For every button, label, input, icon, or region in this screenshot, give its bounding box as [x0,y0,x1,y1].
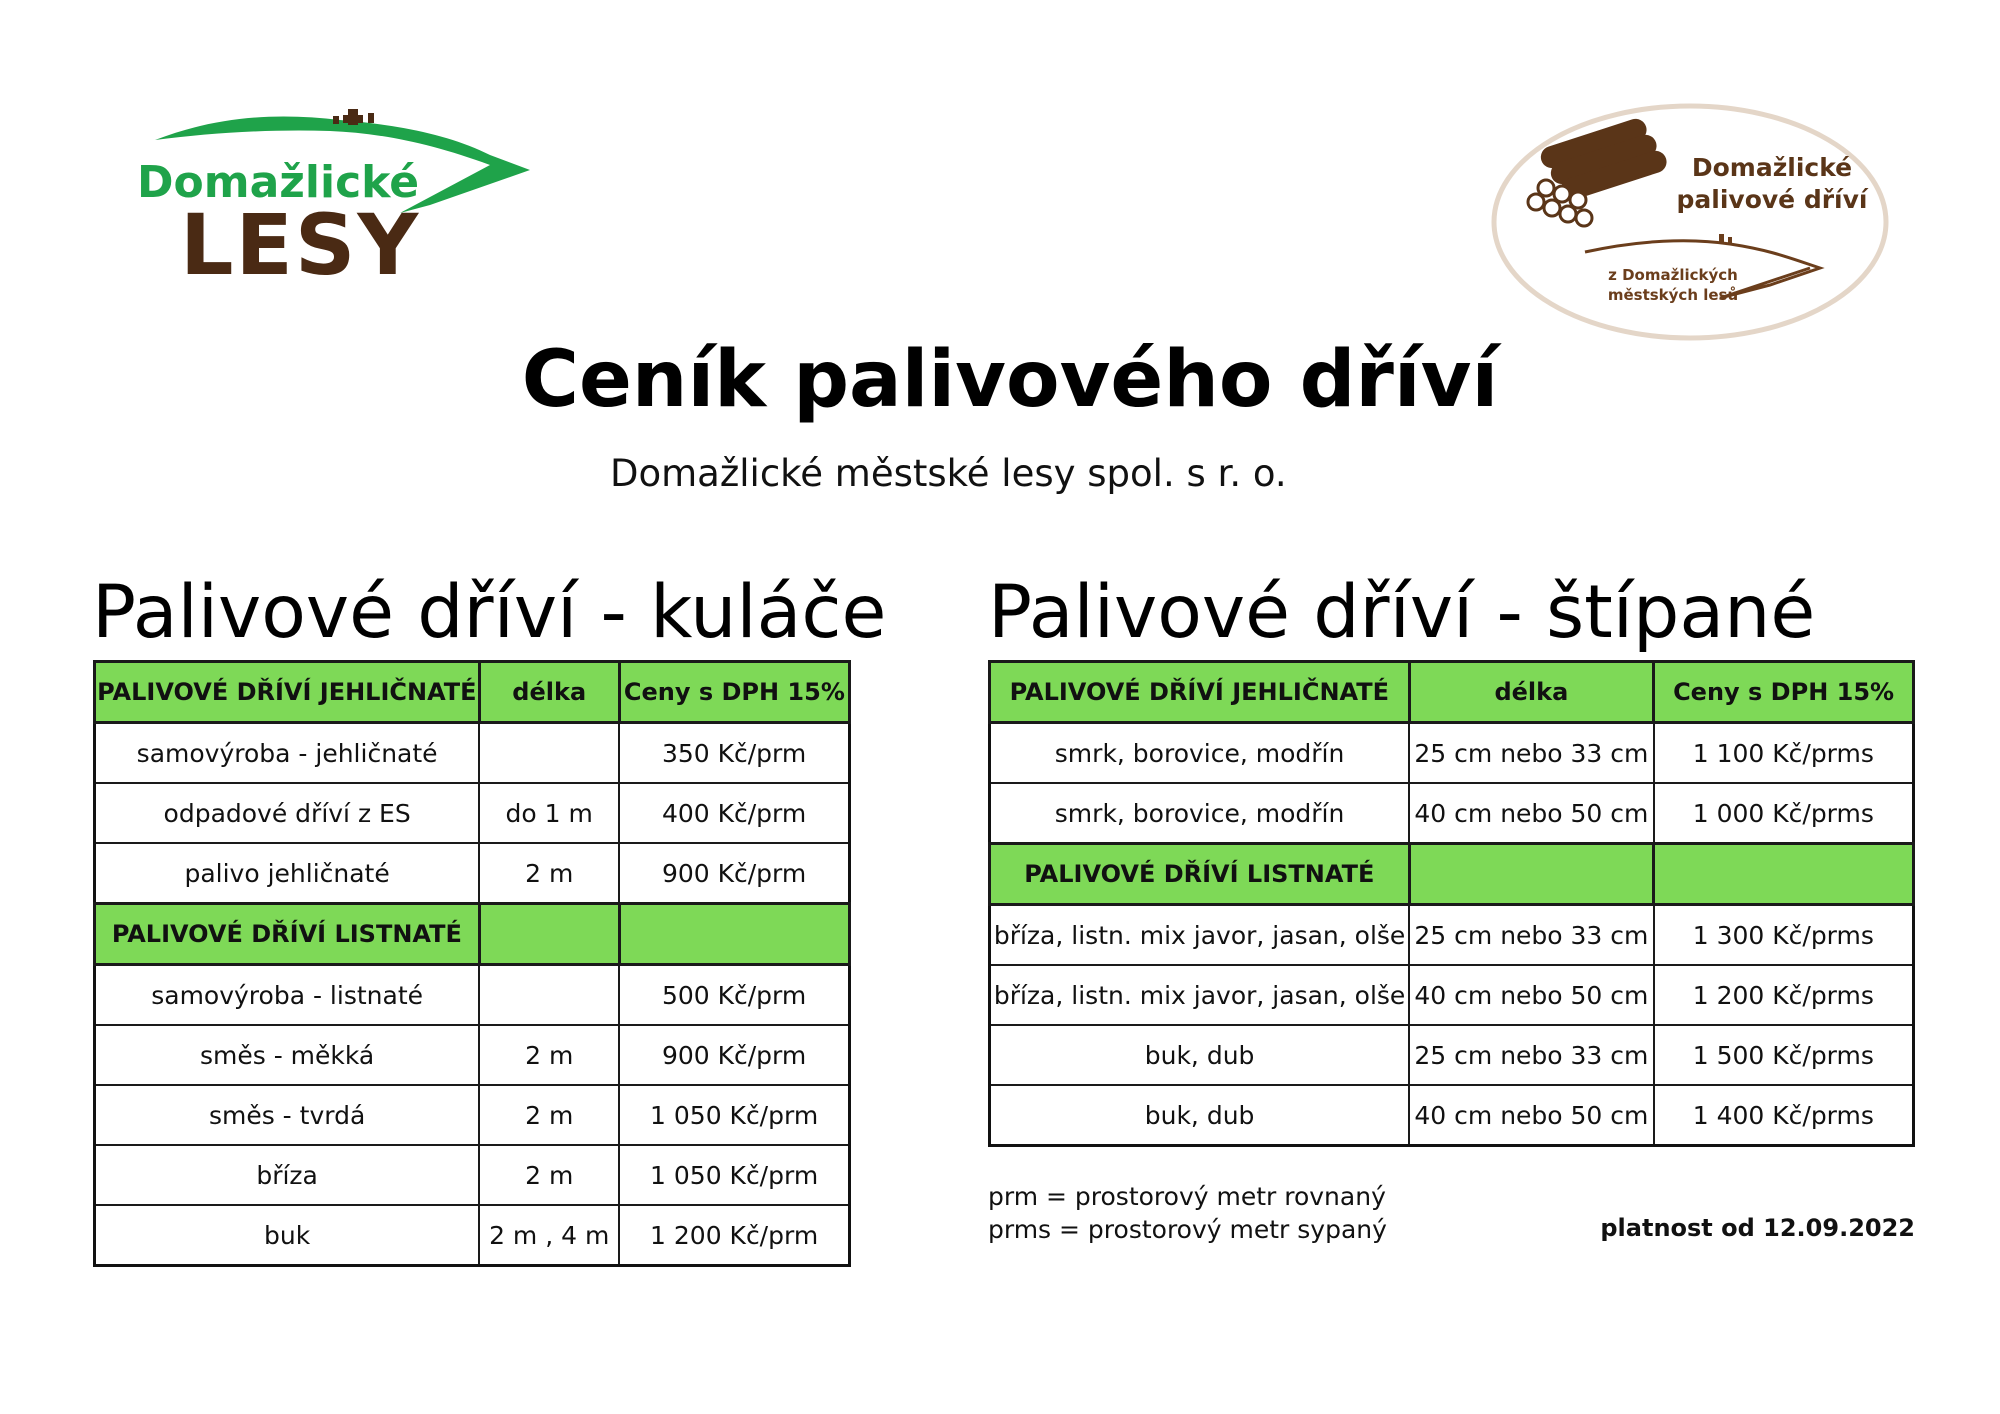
table-row [990,965,1914,1025]
table-cell: 900 Kč/prm [619,843,849,904]
subheader-empty-cell [619,904,849,965]
table-cell: 25 cm nebo 33 cm [1409,905,1653,966]
header-cell: délka [1409,662,1653,723]
table-cell: 25 cm nebo 33 cm [1409,1025,1653,1085]
subheader-empty-cell [1654,844,1914,905]
page-title: Ceník palivového dříví [521,335,1499,425]
table-cell: 900 Kč/prm [619,1025,849,1085]
price-table-stipane [988,660,1915,1147]
table-cell: 400 Kč/prm [619,783,849,843]
page-subtitle: Domažlické městské lesy spol. s r. o. [610,452,1287,495]
table-row [95,783,850,843]
table-cell: palivo jehličnaté [95,843,480,904]
table-cell [479,965,619,1026]
header-cell: Ceny s DPH 15% [619,662,849,723]
header-cell: PALIVOVÉ DŘÍVÍ JEHLIČNATÉ [95,662,480,723]
table-cell: 1 500 Kč/prms [1654,1025,1914,1085]
table-cell: směs - měkká [95,1025,480,1085]
table-cell: 40 cm nebo 50 cm [1409,1085,1653,1146]
table-cell: smrk, borovice, modřín [990,783,1410,844]
header-cell: délka [479,662,619,723]
table-row [990,1085,1914,1146]
table-cell: bříza, listn. mix javor, jasan, olše [990,965,1410,1025]
table-cell: buk [95,1205,480,1266]
subheader-cell: PALIVOVÉ DŘÍVÍ LISTNATÉ [95,904,480,965]
subheader-cell: PALIVOVÉ DŘÍVÍ LISTNATÉ [990,844,1410,905]
logo-word-domazlicke: Domažlické [137,157,420,208]
table-cell: bříza, listn. mix javor, jasan, olše [990,905,1410,966]
table-cell: 1 050 Kč/prm [619,1145,849,1205]
table-row [990,783,1914,844]
table-row [990,723,1914,784]
table-row [990,1025,1914,1085]
table-cell: samovýroba - jehličnaté [95,723,480,784]
table-row [95,723,850,784]
table-cell: 2 m , 4 m [479,1205,619,1266]
domazlicke-lesy-logo [130,95,550,295]
section-title-stipane: Palivové dříví - štípané [988,570,1816,655]
table-cell: 500 Kč/prm [619,965,849,1026]
table-cell: odpadové dříví z ES [95,783,480,843]
validity-date: platnost od 12.09.2022 [1600,1214,1915,1242]
price-table-kulace [93,660,851,1267]
table-header-row [95,662,850,723]
table-cell: 2 m [479,1085,619,1145]
table-cell: buk, dub [990,1085,1410,1146]
table-row [95,1025,850,1085]
table-cell: 1 000 Kč/prms [1654,783,1914,844]
table-cell: bříza [95,1145,480,1205]
table-row [95,965,850,1026]
legend-prm: prm = prostorový metr rovnaný [988,1182,1386,1211]
table-cell: 1 400 Kč/prms [1654,1085,1914,1146]
header-cell: PALIVOVÉ DŘÍVÍ JEHLIČNATÉ [990,662,1410,723]
legend-prms: prms = prostorový metr sypaný [988,1215,1387,1244]
subheader-empty-cell [1409,844,1653,905]
table-cell: 1 300 Kč/prms [1654,905,1914,966]
table-cell: 1 100 Kč/prms [1654,723,1914,784]
section-title-kulace: Palivové dříví - kuláče [92,570,887,655]
logo-word-lesy: LESY [180,196,421,294]
table-cell: do 1 m [479,783,619,843]
table-row [95,1085,850,1145]
table-row [990,905,1914,966]
logo-tagline-line2: městských lesů [1607,286,1739,304]
table-cell: 2 m [479,1145,619,1205]
logo-title [1672,152,1872,216]
table-row [95,1205,850,1266]
header-cell: Ceny s DPH 15% [1654,662,1914,723]
table-cell: smrk, borovice, modřín [990,723,1410,784]
logo-tagline-line1: z Domažlických [1608,266,1738,284]
table-cell: 40 cm nebo 50 cm [1409,965,1653,1025]
table-row [95,1145,850,1205]
unit-legend [988,1180,1387,1246]
table-cell: 40 cm nebo 50 cm [1409,783,1653,844]
table-subheader-row [990,844,1914,905]
table-cell: 1 200 Kč/prms [1654,965,1914,1025]
table-cell: buk, dub [990,1025,1410,1085]
table-cell: 25 cm nebo 33 cm [1409,723,1653,784]
domazlicke-palivove-drivi-logo [1490,100,1890,345]
subheader-empty-cell [479,904,619,965]
table-cell: směs - tvrdá [95,1085,480,1145]
logo-title-line1: Domažlické [1691,153,1853,182]
table-row [95,843,850,904]
table-header-row [990,662,1914,723]
table-cell: 350 Kč/prm [619,723,849,784]
table-subheader-row [95,904,850,965]
table-cell [479,723,619,784]
logo-title-line2: palivové dříví [1676,185,1868,214]
logs-emblem-icon [1490,100,1890,345]
table-cell: 1 050 Kč/prm [619,1085,849,1145]
table-cell: 2 m [479,843,619,904]
table-cell: samovýroba - listnaté [95,965,480,1026]
logo-tagline [1588,265,1758,305]
table-cell: 1 200 Kč/prm [619,1205,849,1266]
table-cell: 2 m [479,1025,619,1085]
